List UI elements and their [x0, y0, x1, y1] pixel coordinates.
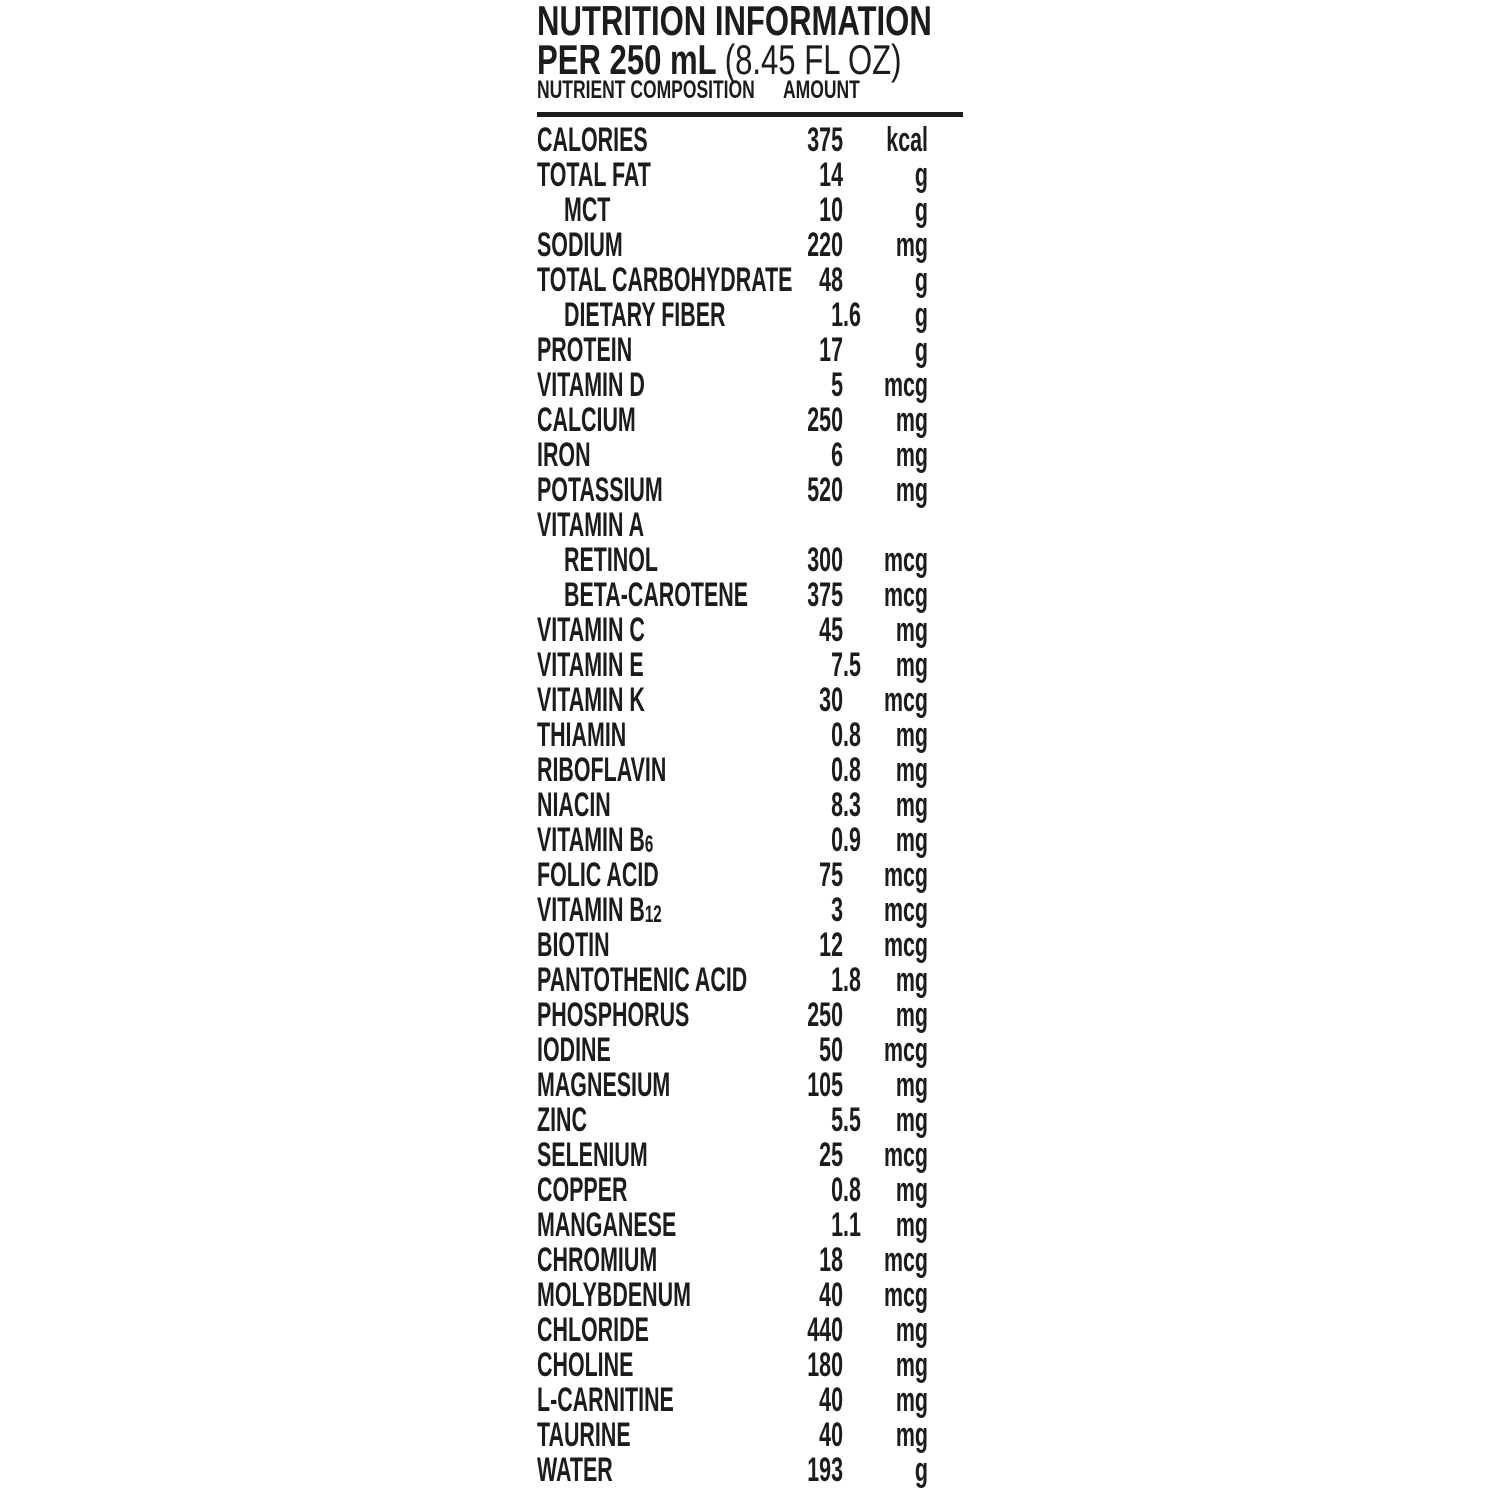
nutrient-amount: 375: [807, 576, 843, 614]
nutrient-amount: 17: [819, 331, 843, 369]
nutrient-label: ZINC: [537, 1101, 587, 1139]
nutrient-row: [537, 158, 963, 193]
nutrient-row: [537, 648, 963, 683]
nutrient-label: VITAMIN B6: [537, 821, 654, 859]
nutrient-row: [537, 1138, 963, 1173]
nutrient-amount-fraction: .5: [843, 1101, 861, 1139]
nutrient-amount: 75: [819, 856, 843, 894]
nutrient-amount: 5: [831, 1101, 843, 1139]
nutrient-amount: 375: [807, 121, 843, 159]
nutrient-label: PROTEIN: [537, 331, 633, 369]
nutrient-amount: 14: [819, 156, 843, 194]
nutrient-label: PANTOTHENIC ACID: [537, 961, 748, 999]
nutrient-row: [537, 718, 963, 753]
nutrient-amount: 1: [831, 961, 843, 999]
serving-fl-oz: (8.45 FL OZ): [724, 36, 902, 83]
nutrient-amount: 440: [807, 1311, 843, 1349]
nutrient-row: [537, 823, 963, 858]
nutrient-unit: g: [914, 156, 928, 194]
nutrient-unit: mg: [895, 1101, 928, 1139]
nutrient-label: BIOTIN: [537, 926, 610, 964]
nutrient-label: RETINOL: [564, 541, 659, 579]
nutrient-row: [537, 753, 963, 788]
nutrient-unit: mcg: [883, 1031, 928, 1069]
page-title: NUTRITION INFORMATION: [537, 0, 932, 44]
nutrient-amount: 250: [807, 401, 843, 439]
nutrient-label: VITAMIN A: [537, 506, 645, 544]
nutrient-label: MCT: [564, 191, 611, 229]
nutrient-label: CHLORIDE: [537, 1311, 649, 1349]
nutrient-unit: mg: [895, 1206, 928, 1244]
nutrient-row: [537, 1278, 963, 1313]
nutrient-row: [537, 613, 963, 648]
nutrient-row: [537, 438, 963, 473]
nutrient-row: [537, 683, 963, 718]
nutrient-row: [537, 193, 963, 228]
nutrient-amount: 12: [819, 926, 843, 964]
column-header-amount: AMOUNT: [783, 76, 860, 104]
nutrient-label: SELENIUM: [537, 1136, 648, 1174]
nutrient-row: [537, 123, 963, 158]
nutrient-row: [537, 893, 963, 928]
nutrient-unit: mg: [895, 996, 928, 1034]
nutrient-row: [537, 1418, 963, 1453]
nutrient-unit: mcg: [883, 926, 928, 964]
nutrient-amount: 5: [831, 366, 843, 404]
nutrient-amount-fraction: .9: [843, 821, 861, 859]
nutrient-amount-fraction: .5: [843, 646, 861, 684]
nutrient-amount: 520: [807, 471, 843, 509]
nutrient-unit: mg: [895, 751, 928, 789]
nutrient-row: [537, 1453, 963, 1488]
nutrient-unit: mg: [895, 436, 928, 474]
nutrient-row: [537, 368, 963, 403]
nutrient-label-subscript: 6: [644, 831, 654, 858]
nutrient-row: [537, 228, 963, 263]
label-content: [537, 0, 963, 1500]
nutrient-amount-fraction: .8: [843, 961, 861, 999]
nutrient-label: VITAMIN K: [537, 681, 645, 719]
table-column-headers: [537, 78, 963, 103]
nutrient-unit: mg: [895, 1346, 928, 1384]
nutrient-row: [537, 333, 963, 368]
nutrient-amount: 250: [807, 996, 843, 1034]
nutrient-row: [537, 788, 963, 823]
nutrient-unit: mg: [895, 1416, 928, 1454]
nutrient-table: [537, 123, 963, 1488]
nutrient-amount: 6: [831, 436, 843, 474]
nutrient-label: MANGANESE: [537, 1206, 677, 1244]
nutrient-unit: g: [914, 331, 928, 369]
nutrient-label: VITAMIN C: [537, 611, 645, 649]
nutrient-amount: 3: [831, 891, 843, 929]
nutrient-label: TOTAL FAT: [537, 156, 651, 194]
nutrient-amount-fraction: .8: [843, 751, 861, 789]
nutrient-label: TAURINE: [537, 1416, 631, 1454]
nutrient-unit: mg: [895, 401, 928, 439]
nutrient-row: [537, 263, 963, 298]
nutrient-unit: mg: [895, 471, 928, 509]
nutrient-row: [537, 928, 963, 963]
nutrient-amount: 193: [807, 1451, 843, 1489]
nutrient-row: [537, 1243, 963, 1278]
nutrient-unit: mcg: [883, 1241, 928, 1279]
nutrient-amount: 180: [807, 1346, 843, 1384]
nutrient-unit: g: [914, 296, 928, 334]
nutrient-row: [537, 1313, 963, 1348]
nutrient-row: [537, 578, 963, 613]
nutrient-unit: mg: [895, 1311, 928, 1349]
nutrient-amount: 30: [819, 681, 843, 719]
nutrient-amount: 48: [819, 261, 843, 299]
nutrient-amount-fraction: .3: [843, 786, 861, 824]
nutrient-row: [537, 1103, 963, 1138]
nutrient-label: MAGNESIUM: [537, 1066, 671, 1104]
nutrient-label: SODIUM: [537, 226, 623, 264]
nutrient-row: [537, 1383, 963, 1418]
nutrient-amount: 8: [831, 786, 843, 824]
serving-volume: PER 250 mL: [537, 36, 717, 83]
nutrient-unit: kcal: [886, 121, 928, 159]
nutrient-unit: mcg: [883, 891, 928, 929]
nutrient-label: BETA-CAROTENE: [564, 576, 749, 614]
nutrient-unit: mcg: [883, 366, 928, 404]
nutrient-label: IRON: [537, 436, 591, 474]
nutrient-amount-fraction: .8: [843, 716, 861, 754]
nutrient-amount: 45: [819, 611, 843, 649]
nutrient-unit: mg: [895, 961, 928, 999]
nutrient-label: DIETARY FIBER: [564, 296, 726, 334]
nutrient-amount: 0: [831, 1171, 843, 1209]
nutrient-amount: 40: [819, 1416, 843, 1454]
nutrient-unit: mg: [895, 1171, 928, 1209]
nutrient-unit: mcg: [883, 541, 928, 579]
nutrient-label: L-CARNITINE: [537, 1381, 674, 1419]
nutrient-unit: mg: [895, 786, 928, 824]
nutrient-amount: 1: [831, 1206, 843, 1244]
nutrient-amount: 40: [819, 1276, 843, 1314]
nutrient-row: [537, 1348, 963, 1383]
nutrient-label: COPPER: [537, 1171, 628, 1209]
nutrient-unit: g: [914, 1451, 928, 1489]
nutrient-unit: mg: [895, 821, 928, 859]
nutrient-row: [537, 1033, 963, 1068]
nutrient-amount: 40: [819, 1381, 843, 1419]
nutrient-label: VITAMIN E: [537, 646, 644, 684]
nutrient-row: [537, 298, 963, 333]
nutrient-amount: 0: [831, 751, 843, 789]
nutrient-row: [537, 473, 963, 508]
nutrient-label: IODINE: [537, 1031, 611, 1069]
nutrient-unit: g: [914, 261, 928, 299]
nutrient-label: CALCIUM: [537, 401, 636, 439]
nutrient-label: NIACIN: [537, 786, 611, 824]
nutrient-amount-fraction: .6: [843, 296, 861, 334]
nutrient-amount: 300: [807, 541, 843, 579]
nutrient-amount: 25: [819, 1136, 843, 1174]
nutrient-label: RIBOFLAVIN: [537, 751, 667, 789]
nutrient-amount: 220: [807, 226, 843, 264]
nutrient-label: PHOSPHORUS: [537, 996, 690, 1034]
nutrient-unit: mg: [895, 1066, 928, 1104]
nutrient-unit: mcg: [883, 856, 928, 894]
nutrient-label: TOTAL CARBOHYDRATE: [537, 261, 793, 299]
nutrient-unit: mg: [895, 1381, 928, 1419]
nutrient-unit: mcg: [883, 681, 928, 719]
nutrient-label-subscript: 12: [644, 901, 662, 928]
column-header-nutrient: NUTRIENT COMPOSITION: [537, 76, 755, 104]
nutrient-unit: mcg: [883, 1276, 928, 1314]
nutrient-label: FOLIC ACID: [537, 856, 659, 894]
nutrient-unit: g: [914, 191, 928, 229]
nutrient-amount: 1: [831, 296, 843, 334]
nutrient-row: [537, 858, 963, 893]
nutrient-amount: 105: [807, 1066, 843, 1104]
nutrient-unit: mg: [895, 646, 928, 684]
header-divider: [537, 112, 963, 117]
nutrient-label: WATER: [537, 1451, 613, 1489]
nutrient-label: POTASSIUM: [537, 471, 663, 509]
nutrient-label: THIAMIN: [537, 716, 627, 754]
nutrient-unit: mg: [895, 716, 928, 754]
nutrient-row: [537, 403, 963, 438]
nutrient-amount: 18: [819, 1241, 843, 1279]
nutrient-label: CALORIES: [537, 121, 648, 159]
nutrient-amount-fraction: .8: [843, 1171, 861, 1209]
nutrient-row: [537, 508, 963, 543]
nutrient-label: MOLYBDENUM: [537, 1276, 691, 1314]
nutrient-label: VITAMIN D: [537, 366, 645, 404]
nutrient-unit: mg: [895, 226, 928, 264]
nutrient-row: [537, 1173, 963, 1208]
nutrient-unit: mg: [895, 611, 928, 649]
nutrient-amount: 10: [819, 191, 843, 229]
nutrient-label: VITAMIN B12: [537, 891, 662, 929]
serving-size-line: [537, 36, 902, 83]
nutrient-amount: 50: [819, 1031, 843, 1069]
nutrient-row: [537, 1208, 963, 1243]
nutrient-label: CHOLINE: [537, 1346, 634, 1384]
nutrient-row: [537, 998, 963, 1033]
nutrient-label: CHROMIUM: [537, 1241, 658, 1279]
nutrient-row: [537, 543, 963, 578]
nutrient-row: [537, 963, 963, 998]
nutrient-unit: mcg: [883, 1136, 928, 1174]
nutrient-unit: mcg: [883, 576, 928, 614]
nutrient-row: [537, 1068, 963, 1103]
nutrient-amount: 0: [831, 821, 843, 859]
nutrient-amount-fraction: .1: [843, 1206, 861, 1244]
nutrient-amount: 0: [831, 716, 843, 754]
nutrient-amount: 7: [831, 646, 843, 684]
